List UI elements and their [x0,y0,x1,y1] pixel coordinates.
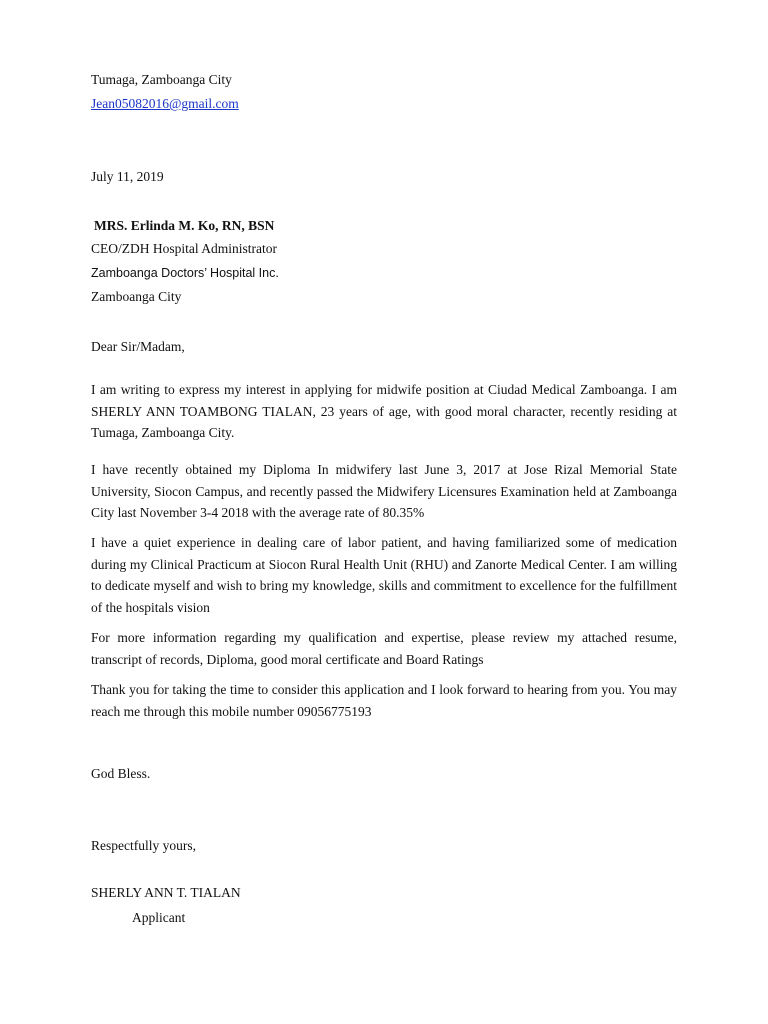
blessing: God Bless. [91,766,151,781]
sender-email-link[interactable]: Jean05082016@gmail.com [91,96,239,111]
closing: Respectfully yours, [91,838,196,853]
body-paragraph-education: I have recently obtained my Diploma In midwifery last June 3, 2017 at Jose Rizal Memorial State University, Siocon Campus, and recently passed the Midwifery Licensures Examination held at Zamboanga City last November 3-4 2018 with the average rate of 80.35% [91,462,677,520]
recipient-city: Zamboanga City [91,289,182,304]
recipient-name: MRS. Erlinda M. Ko, RN, BSN [94,218,275,233]
salutation: Dear Sir/Madam, [91,339,185,354]
body-paragraph-thanks: Thank you for taking the time to consider this application and I look forward to hearing from you. You may reach me through this mobile number 09056775193 [91,682,677,719]
body-paragraph-attachments: For more information regarding my qualification and expertise, please review my attached resume, transcript of records, Diploma, good moral certificate and Board Ratings [91,630,677,667]
body-paragraph-interest: I am writing to express my interest in applying for midwife position at Ciudad Medical Zamboanga. I am SHERLY ANN TOAMBONG TIALAN, 23 years of age, with good moral character, recently residing at Tumaga, Zamboanga City. [91,382,677,440]
signature-name: SHERLY ANN T. TIALAN [91,885,241,900]
letter-date: July 11, 2019 [91,169,164,184]
sender-address: Tumaga, Zamboanga City [91,72,232,87]
signature-role: Applicant [132,910,186,925]
recipient-organization: Zamboanga Doctors’ Hospital Inc. [91,266,279,280]
recipient-title: CEO/ZDH Hospital Administrator [91,241,277,256]
body-paragraph-experience: I have a quiet experience in dealing care of labor patient, and having familiarized some of medication during my Clinical Practicum at Siocon Rural Health Unit (RHU) and Zanorte Medical Center. I am willing to dedicate myself and wish to bring my knowledge, skills and commitment to excellence for the fulfillment of the hospitals vision [91,535,677,615]
